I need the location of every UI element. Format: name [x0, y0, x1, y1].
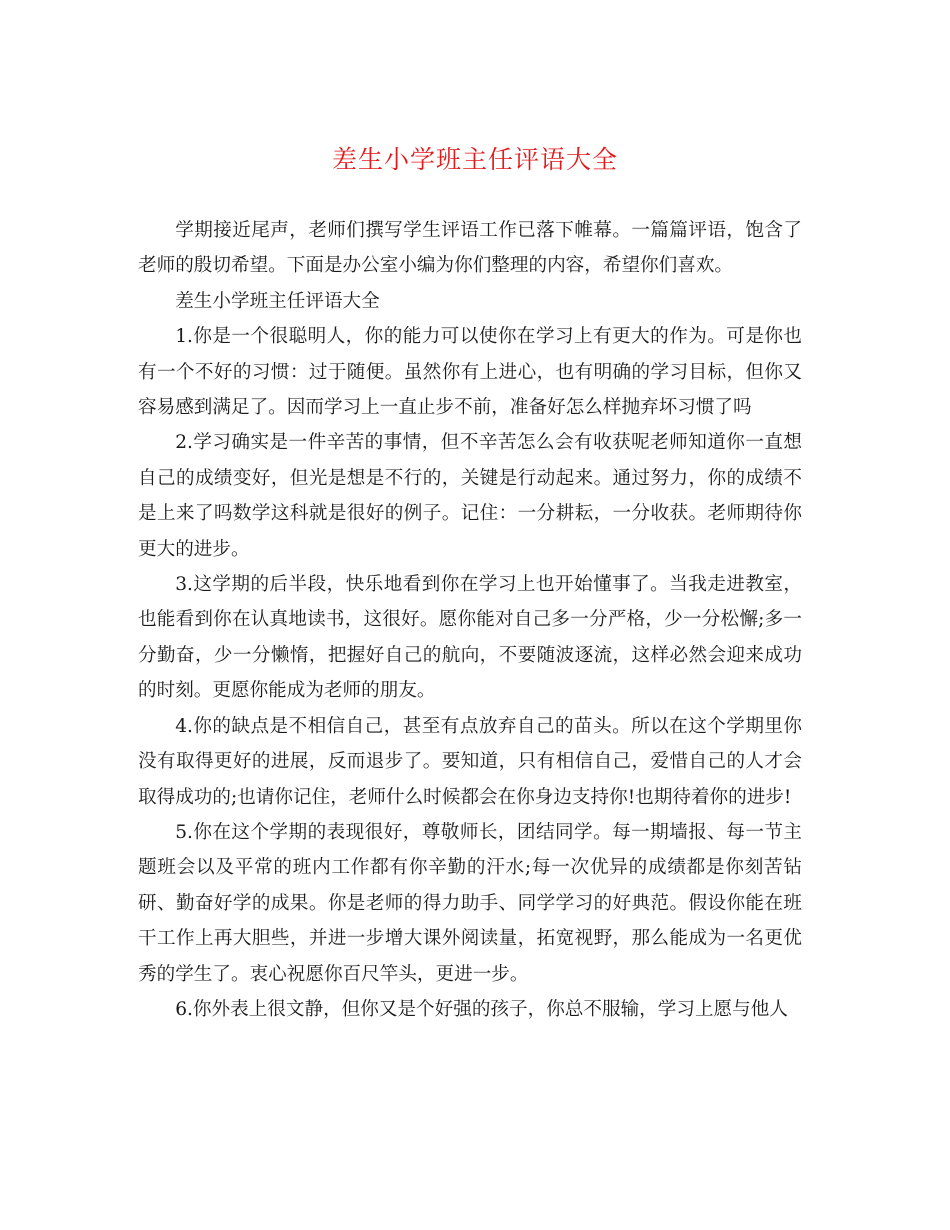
- comment-item-1: 1.你是一个很聪明人，你的能力可以使你在学习上有更大的作为。可是你也有一个不好的习惯：过于随便。虽然你有上进心，也有明确的学习目标，但你又容易感到满足了。因而学习上一直止步不前，准备好怎么样抛弃坏习惯了吗: [138, 326, 802, 419]
- comment-item-5: 5.你在这个学期的表现很好，尊敬师长，团结同学。每一期墙报、每一节主题班会以及平常的班内工作都有你辛勤的汗水;每一次优异的成绩都是你刻苦钻研、勤奋好学的成果。你是老师的得力助手、同学学习的好典范。假设你能在班干工作上再大胆些，并进一步增大课外阅读量，拓宽视野，那么能成为一名更优秀的学生了。衷心祝愿你百尺竿头，更进一步。: [138, 821, 802, 985]
- intro-paragraph: 学期接近尾声，老师们撰写学生评语工作已落下帷幕。一篇篇评语，饱含了老师的殷切希望。下面是办公室小编为你们整理的内容，希望你们喜欢。: [138, 220, 802, 277]
- subtitle-paragraph: 差生小学班主任评语大全: [175, 290, 380, 312]
- document-title: 差生小学班主任评语大全: [331, 145, 618, 174]
- comment-item-6: 6.你外表上很文静，但你又是个好强的孩子，你总不服输，学习上愿与他人: [175, 998, 788, 1020]
- comment-item-3: 3.这学期的后半段，快乐地看到你在学习上也开始懂事了。当我走进教室，也能看到你在认真地读书，这很好。愿你能对自己多一分严格，少一分松懈;多一分勤奋，少一分懒惰，把握好自己的航向，不要随波逐流，这样必然会迎来成功的时刻。更愿你能成为老师的朋友。: [138, 574, 802, 702]
- document-body: [138, 213, 802, 1027]
- comment-item-4: 4.你的缺点是不相信自己，甚至有点放弃自己的苗头。所以在这个学期里你没有取得更好的进展，反而退步了。要知道，只有相信自己，爱惜自己的人才会取得成功的;也请你记住，老师什么时候都会在你身边支持你!也期待着你的进步!: [138, 715, 802, 808]
- comment-item-2: 2.学习确实是一件辛苦的事情，但不辛苦怎么会有收获呢老师知道你一直想自己的成绩变好，但光是想是不行的，关键是行动起来。通过努力，你的成绩不是上来了吗数学这科就是很好的例子。记住：一分耕耘，一分收获。老师期待你更大的进步。: [138, 432, 802, 560]
